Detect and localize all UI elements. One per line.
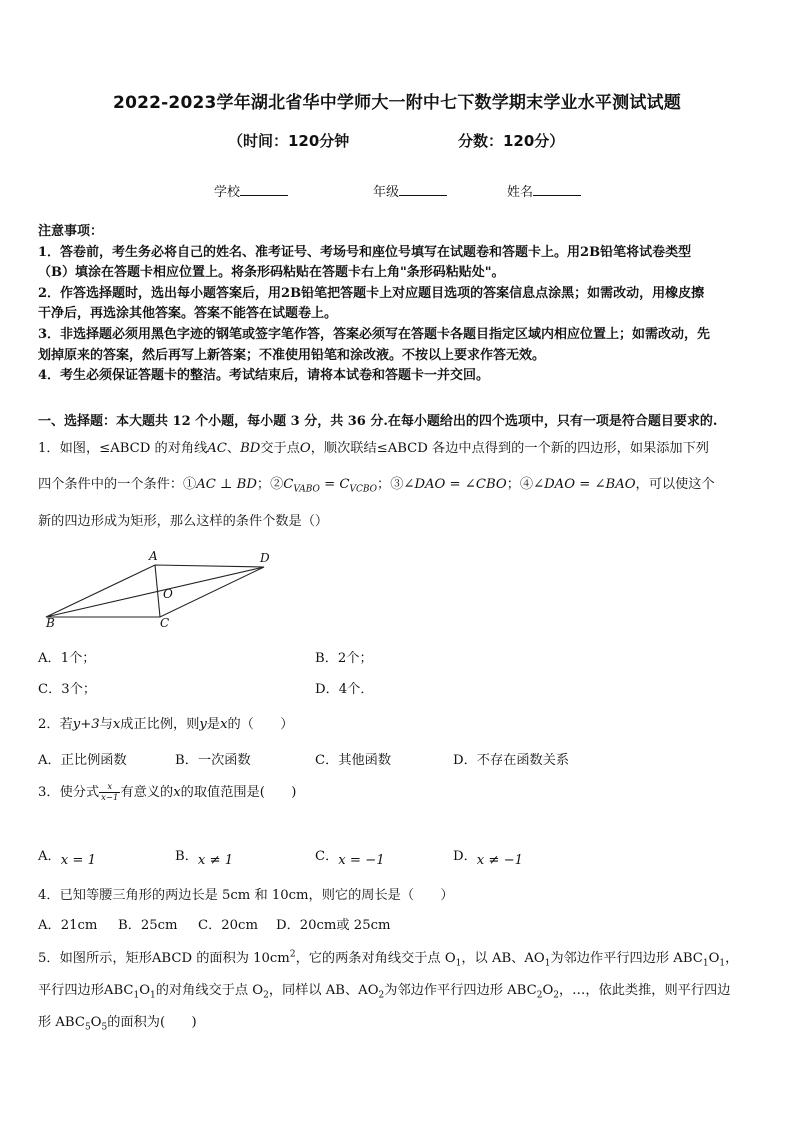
q2-option-b[interactable]: B．一次函数 [175, 753, 251, 768]
q1-option-a[interactable]: A．1个； [38, 651, 96, 666]
grade-label: 年级 [373, 185, 400, 200]
instruction-line: （B）填涂在答题卡相应位置上。将条形码粘贴在答题卡右上角"条形码粘贴处"。 [38, 265, 505, 281]
q2-option-c[interactable]: C．其他函数 [315, 753, 392, 768]
school-label: 学校 [214, 185, 241, 200]
section-heading: 一、选择题：本大题共 12 个小题，每小题 3 分，共 36 分.在每小题给出的四个选项中，只有一项是符合题目要求的. [38, 414, 718, 429]
q1-option-b[interactable]: B．2个； [315, 651, 373, 666]
label-c: C [160, 616, 170, 630]
instructions [38, 222, 758, 387]
name-label: 姓名 [507, 185, 534, 200]
instruction-line: 干净后，再选涂其他答案。答案不能答在试题卷上。 [38, 306, 338, 322]
instruction-line: 划掉原来的答案，然后再写上新答案；不准使用铅笔和涂改液。不按以上要求作答无效。 [38, 347, 546, 363]
q2-stem: 2．若y+3与x成正比例，则y是x的（ ） [38, 717, 294, 732]
name-blank[interactable] [533, 183, 581, 196]
instruction-line: 2．作答选择题时，选出每小题答案后，用2B铅笔把答题卡上对应题目选项的答案信息点涂黑；如需改动，用橡皮擦 [38, 285, 705, 301]
school-blank[interactable] [240, 183, 288, 196]
q5-line2: 平行四边形$ABC_1O_1$的对角线交于点 $O_2$，同样以 AB、$AO_2$为邻边作平行四边形 $ABC_2O_2$，…，依此类推，则平行四边 [38, 983, 731, 1001]
grade-field [373, 181, 447, 200]
label-b: B [46, 616, 55, 630]
name-field [507, 181, 581, 200]
exam-title: 2022-2023学年湖北省华中学师大一附中七下数学期末学业水平测试试题 [113, 93, 681, 113]
fraction: $\frac{x}{x-1}$ [101, 782, 119, 803]
q3-option-c[interactable]: C．x = −1 [315, 849, 385, 868]
q3-option-a[interactable]: A．x = 1 [38, 849, 96, 868]
q1-option-d[interactable]: D．4个． [315, 682, 374, 697]
q1-line3: 新的四边形成为矩形，那么这样的条件个数是（） [38, 514, 329, 529]
instruction-line: 3．非选择题必须用黑色字迹的钢笔或签字笔作答，答案必须写在答题卡各题目指定区域内相应位置上；如需改动，先 [38, 326, 711, 342]
parallelogram-figure [38, 545, 288, 630]
q1-line2: 四个条件中的一个条件：①AC ⊥ BD；$②C_{VABO} = C_{VCBO}$；③∠DAO = ∠CBO；④∠DAO = ∠BAO，可以使这个 [38, 477, 715, 495]
instructions-heading: 注意事项： [38, 224, 104, 239]
q4-stem: 4．已知等腰三角形的两边长是 5cm 和 10cm，则它的周长是（ ） [38, 888, 454, 903]
q2-option-d[interactable]: D．不存在函数关系 [453, 753, 570, 768]
q4-option-c[interactable]: C．20cm [198, 918, 258, 933]
total-score: 分数：120分） [458, 132, 565, 150]
time-limit: （时间：120分钟 [228, 132, 350, 150]
instruction-line: 1．答卷前，考生务必将自己的姓名、准考证号、考场号和座位号填写在试题卷和答题卡上。用2B铅笔将试卷类型 [38, 244, 692, 260]
diagonal-bd [46, 567, 264, 617]
q2-option-a[interactable]: A．正比例函数 [38, 753, 127, 768]
label-d: D [260, 551, 270, 565]
q4-option-b[interactable]: B．25cm [118, 918, 178, 933]
label-a: A [149, 549, 158, 563]
q4-option-d[interactable]: D．20cm或 25cm [276, 918, 391, 933]
instruction-line: 4．考生必须保证答题卡的整洁。考试结束后，请将本试卷和答题卡一并交回。 [38, 368, 490, 384]
q5-line1: 5．如图所示，矩形ABCD 的面积为 $10cm^2$，它的两条对角线交于点 $O_1$，以 AB、$AO_1$为邻边作平行四边形 $ABC_1O_1$， [38, 949, 739, 969]
q5-line3: 形 $ABC_5O_5$的面积为( ) [38, 1015, 197, 1033]
q3-option-b[interactable]: B．x ≠ 1 [175, 849, 234, 868]
label-o: O [163, 587, 173, 601]
q1-option-c[interactable]: C．3个； [38, 682, 97, 697]
q3-option-d[interactable]: D．x ≠ −1 [453, 849, 524, 868]
school-field [214, 181, 288, 200]
q3-stem: 3．使分式 $\frac{x}{x-1}$ 有意义的x的取值范围是( ) [38, 782, 297, 803]
q4-option-a[interactable]: A．21cm [38, 918, 98, 933]
q1-line1: 1．如图，≤ABCD 的对角线AC、BD交于点O，顺次联结≤ABCD 各边中点得到的一个新的四边形，如果添加下列 [38, 441, 709, 456]
grade-blank[interactable] [399, 183, 447, 196]
